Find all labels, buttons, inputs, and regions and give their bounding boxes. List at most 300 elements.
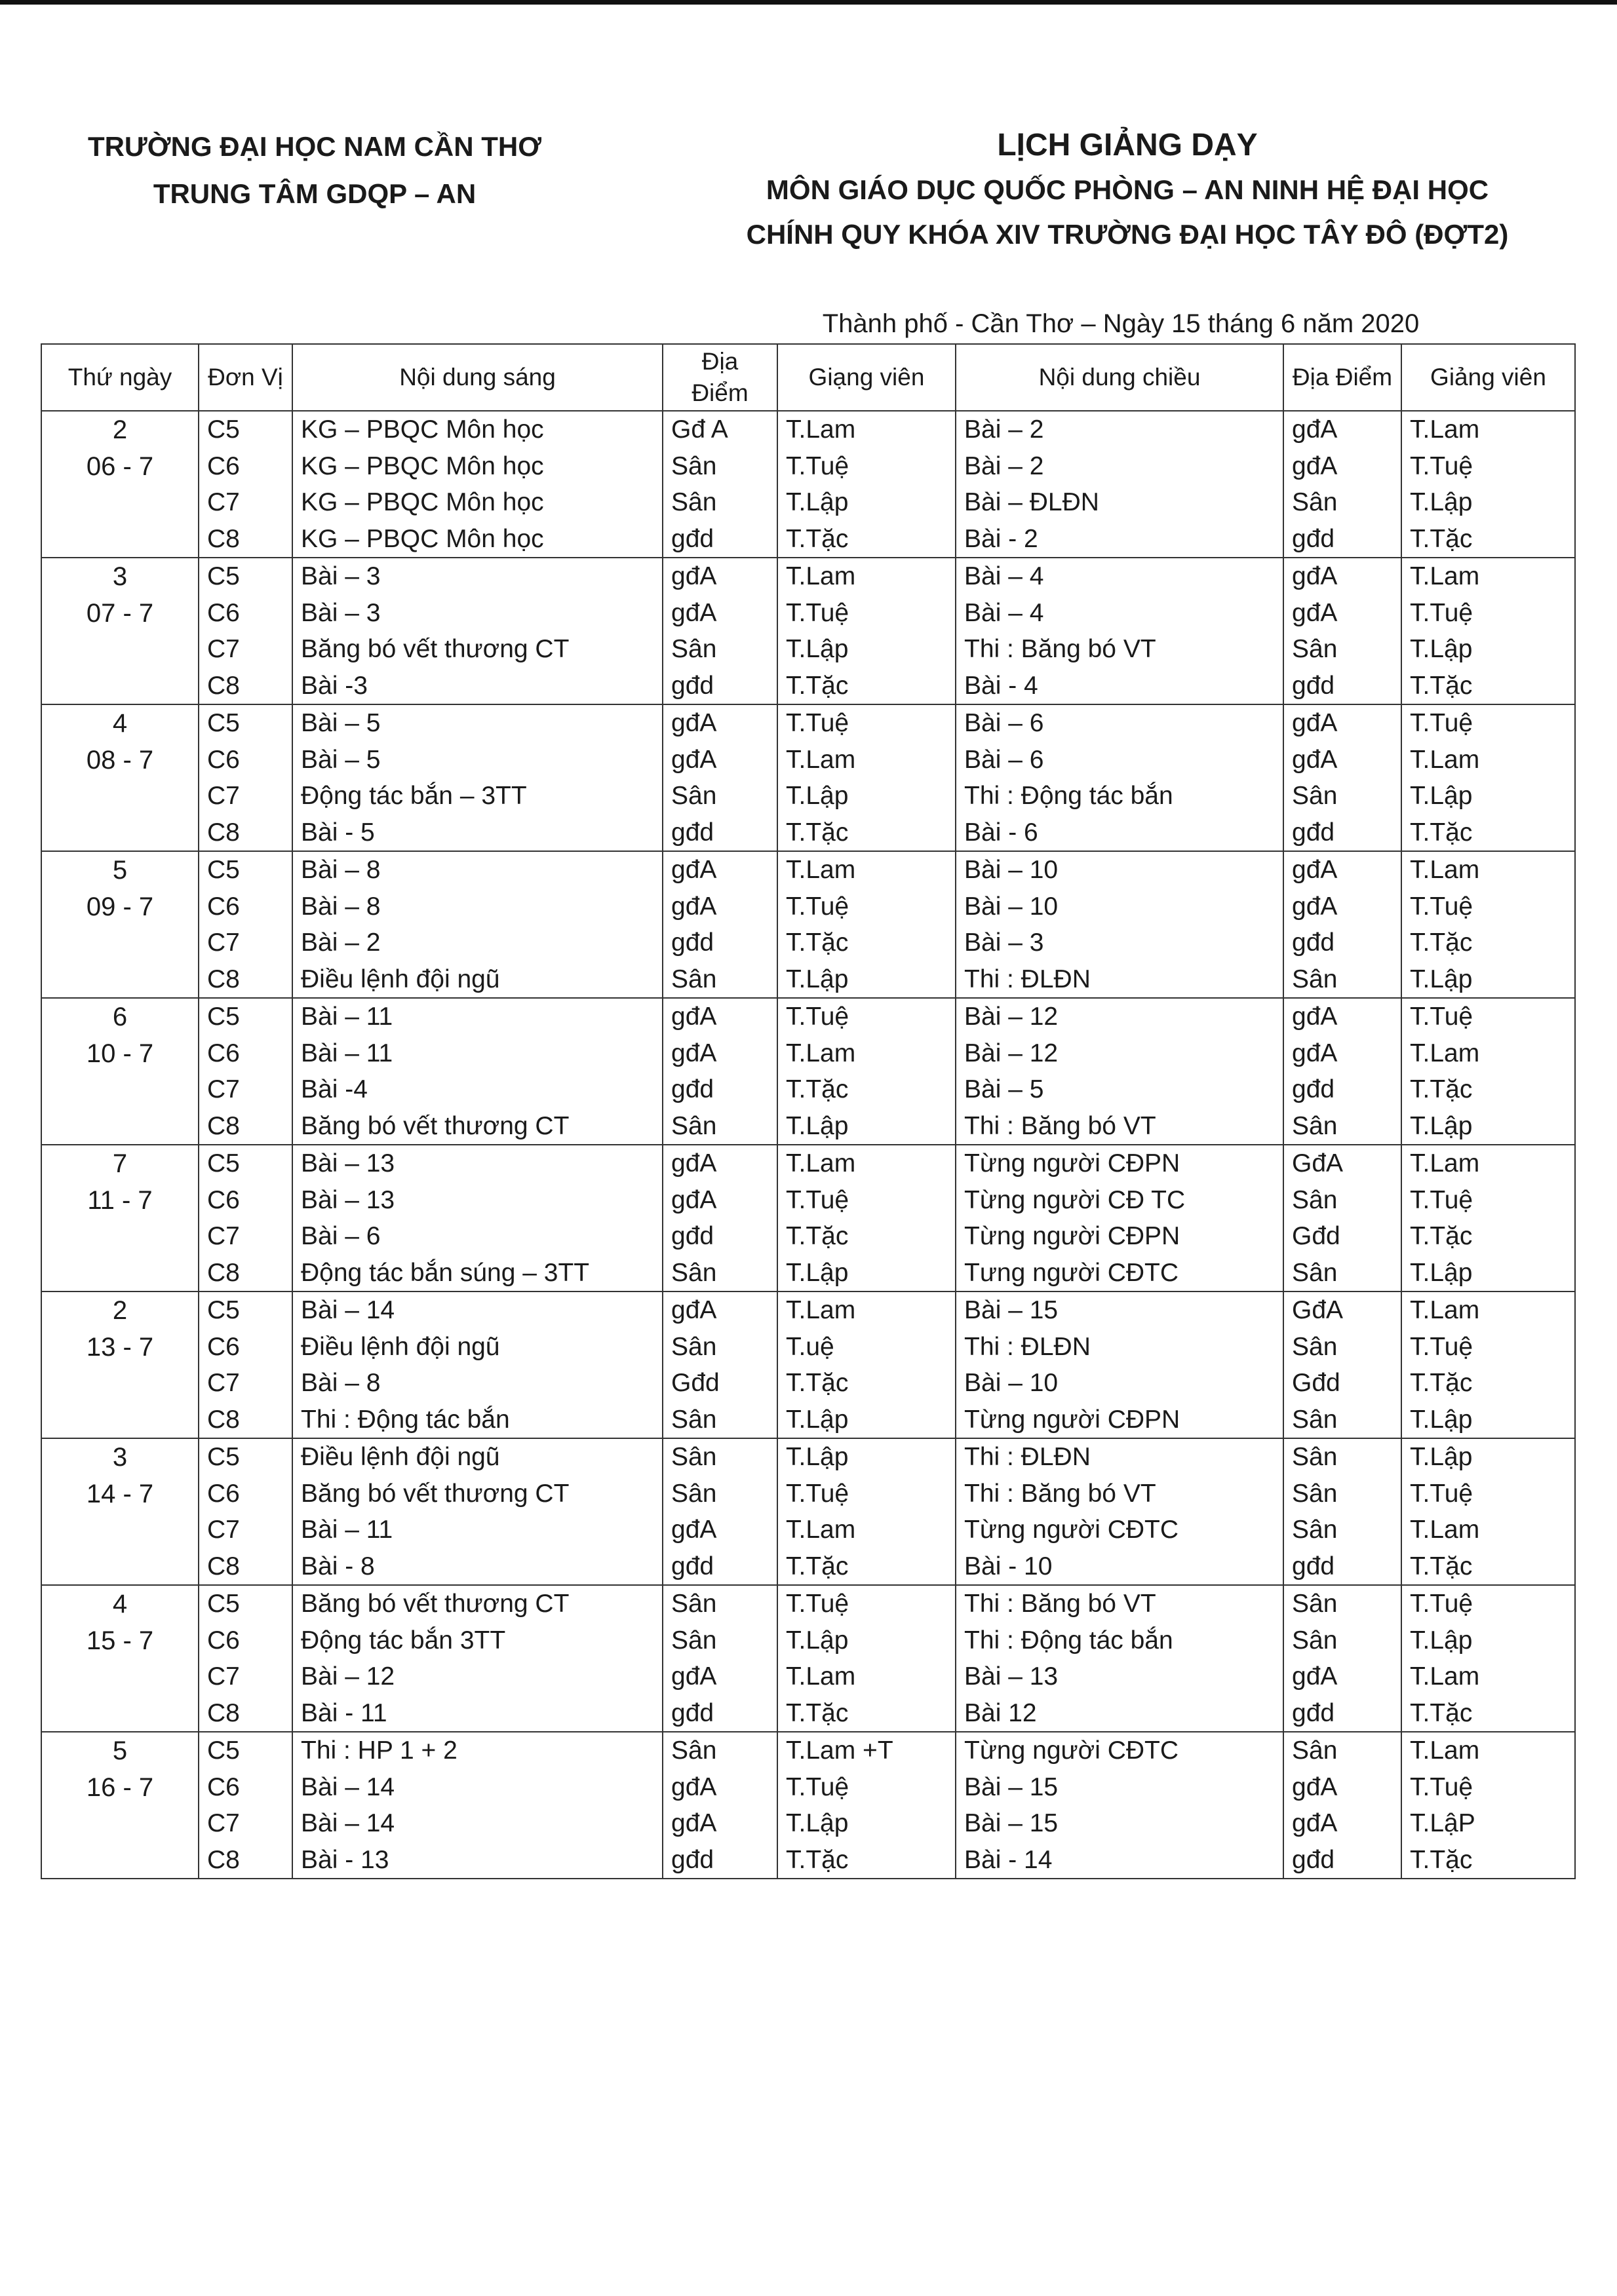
location-pm-line: gđd — [1292, 818, 1335, 847]
morning-content-line: Động tác bắn 3TT — [301, 1626, 506, 1655]
morning-content-line: Thi : HP 1 + 2 — [301, 1736, 458, 1765]
location-am-line: gđd — [671, 928, 714, 957]
morning-content-line: KG – PBQC Môn học — [301, 488, 544, 516]
morning-content-cell — [292, 1585, 663, 1732]
teacher-pm-line: T.Tặc — [1410, 1222, 1473, 1250]
location-am-line: gđA — [671, 1003, 717, 1031]
date-label: 13 - 7 — [86, 1333, 154, 1362]
unit-line: C7 — [207, 928, 240, 957]
morning-content-line: Bài -4 — [301, 1075, 368, 1103]
afternoon-content-line: Thi : ĐLĐN — [964, 1332, 1091, 1361]
teacher-pm-line: T.Tuệ — [1410, 709, 1473, 737]
table-row — [41, 998, 1575, 1145]
location-pm-line: Sân — [1292, 635, 1338, 663]
teacher-pm-cell — [1401, 558, 1575, 704]
table-row — [41, 1438, 1575, 1585]
location-pm-line: gđA — [1292, 451, 1338, 480]
teacher-am-line: T.Tặc — [786, 928, 849, 957]
location-pm-cell — [1283, 1732, 1401, 1879]
morning-content-line: Động tác bắn súng – 3TT — [301, 1258, 590, 1287]
morning-content-cell — [292, 1438, 663, 1585]
day-cell — [41, 1585, 199, 1732]
afternoon-content-line: Bài - 10 — [964, 1552, 1053, 1580]
teacher-am-line: T.Lam — [786, 562, 856, 590]
teacher-am-cell — [777, 998, 956, 1145]
location-pm-line: gđA — [1292, 415, 1338, 444]
table-row — [41, 1292, 1575, 1438]
location-pm-line: Sân — [1292, 1516, 1338, 1544]
teacher-pm-line: T.Tuệ — [1410, 1479, 1473, 1508]
afternoon-content-line: Bài – 3 — [964, 928, 1044, 957]
schedule-table — [41, 343, 1576, 1879]
afternoon-content-line: Bài – 10 — [964, 1369, 1059, 1397]
morning-content-line: KG – PBQC Môn học — [301, 451, 544, 480]
location-pm-cell — [1283, 851, 1401, 998]
location-am-line: gđA — [671, 856, 717, 884]
afternoon-content-line: Từng người CĐPN — [964, 1222, 1180, 1250]
teacher-am-line: T.Lập — [786, 1443, 849, 1471]
location-pm-line: gđd — [1292, 928, 1335, 957]
unit-line: C6 — [207, 745, 240, 774]
date-label: 14 - 7 — [86, 1480, 154, 1508]
teacher-pm-line: T.Tuệ — [1410, 1185, 1473, 1214]
unit-line: C6 — [207, 1039, 240, 1067]
document-title: LỊCH GIẢNG DẠY — [997, 128, 1258, 163]
day-cell — [41, 998, 199, 1145]
unit-line: C5 — [207, 1443, 240, 1471]
location-am-line: gđA — [671, 892, 717, 921]
location-am-line: Sân — [671, 1479, 717, 1508]
morning-content-line: Điều lệnh đội ngũ — [301, 1332, 500, 1361]
teacher-pm-line: T.Tặc — [1410, 818, 1473, 847]
col-header-day: Thứ ngày — [41, 344, 199, 411]
afternoon-content-line: Bài - 14 — [964, 1845, 1053, 1874]
location-pm-line: gđd — [1292, 1845, 1335, 1874]
weekday-label: 2 — [112, 1296, 128, 1325]
unit-line: C7 — [207, 635, 240, 663]
morning-content-line: Thi : Động tác bắn — [301, 1405, 510, 1434]
location-pm-line: gđd — [1292, 1552, 1335, 1580]
unit-cell — [199, 558, 292, 704]
morning-content-cell — [292, 1732, 663, 1879]
unit-line: C8 — [207, 1405, 240, 1434]
location-am-line: gđA — [671, 562, 717, 590]
location-pm-cell — [1283, 704, 1401, 851]
morning-content-cell — [292, 1145, 663, 1292]
location-am-cell — [663, 1292, 777, 1438]
afternoon-content-cell — [956, 851, 1283, 998]
location-pm-cell — [1283, 1438, 1401, 1585]
location-pm-line: Gđd — [1292, 1369, 1340, 1397]
morning-content-line: Bài - 8 — [301, 1552, 375, 1580]
afternoon-content-line: Bài – 13 — [964, 1662, 1059, 1691]
morning-content-cell — [292, 998, 663, 1145]
afternoon-content-line: Từng người CĐTC — [964, 1516, 1179, 1544]
teacher-pm-cell — [1401, 1292, 1575, 1438]
teacher-pm-line: T.Tuệ — [1410, 1003, 1473, 1031]
location-am-line: gđA — [671, 1516, 717, 1544]
teacher-pm-line: T.Lam — [1410, 1296, 1480, 1324]
teacher-pm-line: T.Lập — [1410, 635, 1473, 663]
weekday-label: 3 — [112, 562, 128, 591]
location-pm-line: Sân — [1292, 1590, 1338, 1618]
morning-content-line: Bài – 8 — [301, 892, 381, 921]
top-border-line — [0, 0, 1617, 5]
day-cell — [41, 1438, 199, 1585]
teacher-am-line: T.Tặc — [786, 1552, 849, 1580]
teacher-am-line: T.Tặc — [786, 524, 849, 553]
teacher-am-cell — [777, 558, 956, 704]
location-am-line: gđA — [671, 1772, 717, 1801]
location-pm-cell — [1283, 411, 1401, 558]
location-pm-line: gđA — [1292, 745, 1338, 774]
teacher-am-line: T.Lập — [786, 1626, 849, 1655]
afternoon-content-line: Bài – 15 — [964, 1296, 1059, 1324]
location-am-cell — [663, 411, 777, 558]
date-label: 08 - 7 — [86, 746, 154, 775]
location-pm-line: Sân — [1292, 488, 1338, 516]
location-am-line: Sân — [671, 1258, 717, 1287]
unit-line: C6 — [207, 598, 240, 627]
morning-content-line: Bài – 14 — [301, 1772, 395, 1801]
teacher-pm-line: T.Lam — [1410, 1662, 1480, 1691]
location-am-cell — [663, 998, 777, 1145]
col-header-unit: Đơn Vị — [199, 344, 292, 411]
unit-cell — [199, 411, 292, 558]
teacher-pm-cell — [1401, 851, 1575, 998]
date-label: 11 - 7 — [87, 1186, 153, 1215]
afternoon-content-line: Thi : Băng bó VT — [964, 635, 1156, 663]
weekday-label: 3 — [112, 1443, 128, 1472]
location-pm-line: Sân — [1292, 1626, 1338, 1655]
afternoon-content-cell — [956, 1145, 1283, 1292]
morning-content-line: Bài – 14 — [301, 1296, 395, 1324]
location-am-line: Sân — [671, 635, 717, 663]
teacher-pm-cell — [1401, 1732, 1575, 1879]
location-am-line: Gđ A — [671, 415, 728, 444]
afternoon-content-line: Bài – 10 — [964, 892, 1059, 921]
teacher-pm-line: T.Lập — [1410, 1258, 1473, 1287]
teacher-pm-line: T.Lam — [1410, 1516, 1480, 1544]
location-am-line: gđA — [671, 1185, 717, 1214]
teacher-am-line: T.uệ — [786, 1332, 834, 1361]
morning-content-line: Bài - 11 — [301, 1698, 387, 1727]
unit-line: C8 — [207, 965, 240, 993]
teacher-am-cell — [777, 1585, 956, 1732]
teacher-pm-line: T.Lam — [1410, 745, 1480, 774]
table-row — [41, 558, 1575, 704]
afternoon-content-line: Bài 12 — [964, 1698, 1037, 1727]
location-am-line: Sân — [671, 451, 717, 480]
teacher-pm-line: T.Lập — [1410, 782, 1473, 810]
teacher-pm-line: T.Tuệ — [1410, 598, 1473, 627]
teacher-pm-line: T.Tuệ — [1410, 1332, 1473, 1361]
teacher-am-line: T.Tuệ — [786, 892, 849, 921]
unit-line: C7 — [207, 782, 240, 810]
morning-content-line: Bài – 14 — [301, 1809, 395, 1837]
unit-line: C8 — [207, 1845, 240, 1874]
location-pm-cell — [1283, 1292, 1401, 1438]
teacher-pm-line: T.Lam — [1410, 1039, 1480, 1067]
col-header-location-pm: Địa Điểm — [1283, 344, 1401, 411]
location-am-line: gđA — [671, 598, 717, 627]
unit-line: C6 — [207, 1626, 240, 1655]
teacher-am-cell — [777, 1145, 956, 1292]
teacher-pm-cell — [1401, 1438, 1575, 1585]
location-pm-line: Gđd — [1292, 1222, 1340, 1250]
unit-line: C5 — [207, 1736, 240, 1765]
unit-line: C6 — [207, 451, 240, 480]
teacher-pm-line: T.Tuệ — [1410, 451, 1473, 480]
afternoon-content-line: Từng người CĐ TC — [964, 1185, 1186, 1214]
afternoon-content-line: Bài – 5 — [964, 1075, 1044, 1103]
location-pm-cell — [1283, 1585, 1401, 1732]
morning-content-line: Bài – 11 — [301, 1039, 393, 1067]
morning-content-line: Bài – 8 — [301, 856, 381, 884]
morning-content-cell — [292, 411, 663, 558]
date-line: Thành phố - Cần Thơ – Ngày 15 tháng 6 năm 2020 — [822, 309, 1420, 338]
weekday-label: 6 — [112, 1003, 128, 1031]
unit-line: C5 — [207, 1003, 240, 1031]
location-am-line: Sân — [671, 1111, 717, 1140]
location-am-line: gđA — [671, 1809, 717, 1837]
morning-content-line: Điều lệnh đội ngũ — [301, 965, 500, 993]
morning-content-line: Bài – 5 — [301, 709, 381, 737]
teacher-am-line: T.Tuệ — [786, 451, 849, 480]
table-row — [41, 851, 1575, 998]
unit-line: C7 — [207, 1516, 240, 1544]
unit-line: C7 — [207, 1662, 240, 1691]
weekday-label: 4 — [112, 1590, 128, 1618]
teacher-am-line: T.Tuệ — [786, 1590, 849, 1618]
unit-cell — [199, 1292, 292, 1438]
teacher-am-line: T.Lam — [786, 415, 856, 444]
teacher-pm-cell — [1401, 1145, 1575, 1292]
afternoon-content-cell — [956, 411, 1283, 558]
teacher-pm-line: T.Tặc — [1410, 1552, 1473, 1580]
morning-content-cell — [292, 704, 663, 851]
location-am-line: gđA — [671, 709, 717, 737]
afternoon-content-line: Thi : Động tác bắn — [964, 782, 1173, 810]
location-am-line: Sân — [671, 1626, 717, 1655]
day-cell — [41, 1145, 199, 1292]
teacher-pm-line: T.Tuệ — [1410, 1590, 1473, 1618]
teacher-am-line: T.Tặc — [786, 1369, 849, 1397]
afternoon-content-line: Thi : ĐLĐN — [964, 965, 1091, 993]
schedule-body — [41, 411, 1575, 1879]
teacher-am-line: T.Tặc — [786, 1222, 849, 1250]
unit-line: C6 — [207, 1479, 240, 1508]
teacher-pm-line: T.Lam — [1410, 1736, 1480, 1765]
afternoon-content-cell — [956, 1732, 1283, 1879]
location-pm-line: gđA — [1292, 1772, 1338, 1801]
weekday-label: 5 — [112, 1736, 128, 1765]
date-label: 16 - 7 — [86, 1773, 154, 1802]
morning-content-line: Bài – 12 — [301, 1662, 395, 1691]
afternoon-content-line: Thi : ĐLĐN — [964, 1443, 1091, 1471]
teacher-am-line: T.Lam — [786, 1662, 856, 1691]
morning-content-line: Bài – 11 — [301, 1003, 393, 1031]
unit-cell — [199, 704, 292, 851]
document-subtitle-1: MÔN GIÁO DỤC QUỐC PHÒNG – AN NINH HỆ ĐẠI HỌC — [766, 174, 1489, 205]
teacher-pm-line: T.Lập — [1410, 965, 1473, 993]
unit-line: C5 — [207, 709, 240, 737]
morning-content-line: Bài – 3 — [301, 598, 381, 627]
location-am-cell — [663, 1732, 777, 1879]
teacher-pm-line: T.Lập — [1410, 1626, 1473, 1655]
location-pm-line: gđA — [1292, 709, 1338, 737]
teacher-am-line: T.Lập — [786, 1111, 849, 1140]
location-am-cell — [663, 1145, 777, 1292]
location-pm-cell — [1283, 558, 1401, 704]
table-row — [41, 411, 1575, 558]
location-pm-line: gđA — [1292, 1662, 1338, 1691]
location-pm-line: Sân — [1292, 1111, 1338, 1140]
unit-cell — [199, 1585, 292, 1732]
table-header-row — [41, 344, 1575, 411]
teacher-am-cell — [777, 851, 956, 998]
teacher-am-line: T.Lập — [786, 635, 849, 663]
unit-line: C5 — [207, 856, 240, 884]
teacher-am-line: T.Lam — [786, 1296, 856, 1324]
afternoon-content-line: Bài – 4 — [964, 562, 1044, 590]
teacher-am-line: T.Tuệ — [786, 1772, 849, 1801]
location-am-line: Sân — [671, 1405, 717, 1434]
location-pm-line: gđA — [1292, 1003, 1338, 1031]
location-am-line: Sân — [671, 488, 717, 516]
morning-content-line: Bài – 6 — [301, 1222, 381, 1250]
teacher-pm-line: T.Lam — [1410, 856, 1480, 884]
afternoon-content-line: Bài - 4 — [964, 671, 1038, 700]
teacher-am-line: T.Tuệ — [786, 1185, 849, 1214]
morning-content-line: Bài – 13 — [301, 1149, 395, 1177]
teacher-am-line: T.Lập — [786, 965, 849, 993]
teacher-am-line: T.Lập — [786, 782, 849, 810]
morning-content-line: Bài -3 — [301, 671, 368, 700]
afternoon-content-cell — [956, 704, 1283, 851]
teacher-pm-line: T.Tuệ — [1410, 1772, 1473, 1801]
date-label: 06 - 7 — [86, 452, 154, 481]
day-cell — [41, 1732, 199, 1879]
location-am-line: Sân — [671, 1736, 717, 1765]
document-title-block — [695, 123, 1560, 257]
institution-header — [66, 123, 564, 218]
location-am-cell — [663, 1438, 777, 1585]
morning-content-cell — [292, 558, 663, 704]
location-pm-cell — [1283, 998, 1401, 1145]
afternoon-content-cell — [956, 558, 1283, 704]
weekday-label: 2 — [112, 415, 128, 444]
location-am-line: Sân — [671, 1590, 717, 1618]
location-pm-line: gđA — [1292, 598, 1338, 627]
unit-line: C8 — [207, 1698, 240, 1727]
teacher-pm-line: T.Tặc — [1410, 1075, 1473, 1103]
teacher-am-line: T.Tuệ — [786, 1479, 849, 1508]
location-pm-line: Sân — [1292, 1443, 1338, 1471]
afternoon-content-line: Bài – 6 — [964, 709, 1044, 737]
unit-line: C8 — [207, 524, 240, 553]
location-pm-line: Sân — [1292, 1479, 1338, 1508]
teacher-pm-line: T.Lam — [1410, 415, 1480, 444]
morning-content-line: Băng bó vết thương CT — [301, 1590, 570, 1618]
location-pm-line: gđA — [1292, 562, 1338, 590]
location-am-line: gđd — [671, 1845, 714, 1874]
afternoon-content-line: Bài - 2 — [964, 524, 1038, 553]
teacher-am-cell — [777, 411, 956, 558]
col-header-teacher-am: Giạng viên — [777, 344, 956, 411]
location-am-line: gđd — [671, 671, 714, 700]
col-header-afternoon: Nội dung chiều — [956, 344, 1283, 411]
teacher-pm-line: T.Tuệ — [1410, 892, 1473, 921]
teacher-am-line: T.Lập — [786, 1258, 849, 1287]
afternoon-content-line: Bài – 6 — [964, 745, 1044, 774]
afternoon-content-line: Bài – 12 — [964, 1039, 1059, 1067]
date-label: 09 - 7 — [86, 892, 154, 921]
unit-line: C6 — [207, 1185, 240, 1214]
morning-content-line: KG – PBQC Môn học — [301, 524, 544, 553]
day-cell — [41, 704, 199, 851]
teacher-pm-line: T.Tặc — [1410, 1369, 1473, 1397]
teacher-pm-line: T.Lập — [1410, 1405, 1473, 1434]
teacher-pm-line: T.Tặc — [1410, 524, 1473, 553]
unit-line: C8 — [207, 818, 240, 847]
date-label: 10 - 7 — [86, 1039, 154, 1068]
afternoon-content-line: Từng người CĐTC — [964, 1736, 1179, 1765]
location-pm-cell — [1283, 1145, 1401, 1292]
location-am-line: Sân — [671, 782, 717, 810]
teacher-pm-cell — [1401, 998, 1575, 1145]
location-am-line: gđd — [671, 1222, 714, 1250]
location-pm-line: Sân — [1292, 1405, 1338, 1434]
location-pm-line: Sân — [1292, 1736, 1338, 1765]
teacher-am-cell — [777, 1292, 956, 1438]
location-am-line: gđA — [671, 1296, 717, 1324]
morning-content-line: Bài - 5 — [301, 818, 375, 847]
teacher-am-line: T.Tuệ — [786, 709, 849, 737]
location-am-cell — [663, 704, 777, 851]
afternoon-content-line: Tưng người CĐTC — [964, 1258, 1179, 1287]
afternoon-content-line: Bài – 10 — [964, 856, 1059, 884]
morning-content-line: Động tác bắn – 3TT — [301, 782, 527, 810]
location-am-line: gđA — [671, 1662, 717, 1691]
teacher-am-line: T.Tặc — [786, 1075, 849, 1103]
location-am-line: Sân — [671, 1332, 717, 1361]
teacher-am-line: T.Lam — [786, 1516, 856, 1544]
document-subtitle-2: CHÍNH QUY KHÓA XIV TRƯỜNG ĐẠI HỌC TÂY ĐÔ (ĐỢT2) — [746, 219, 1509, 250]
unit-cell — [199, 1145, 292, 1292]
unit-line: C8 — [207, 1111, 240, 1140]
location-pm-line: gđA — [1292, 856, 1338, 884]
teacher-pm-line: T.LậP — [1410, 1809, 1475, 1837]
afternoon-content-cell — [956, 998, 1283, 1145]
unit-line: C5 — [207, 1296, 240, 1324]
teacher-pm-cell — [1401, 704, 1575, 851]
afternoon-content-cell — [956, 1438, 1283, 1585]
teacher-am-line: T.Lam — [786, 745, 856, 774]
unit-cell — [199, 1438, 292, 1585]
morning-content-cell — [292, 851, 663, 998]
teacher-am-line: T.Tặc — [786, 1698, 849, 1727]
unit-line: C5 — [207, 415, 240, 444]
afternoon-content-line: Thi : Động tác bắn — [964, 1626, 1173, 1655]
teacher-am-line: T.Lập — [786, 488, 849, 516]
teacher-am-line: T.Lam — [786, 856, 856, 884]
location-am-line: gđA — [671, 1039, 717, 1067]
unit-line: C6 — [207, 1332, 240, 1361]
location-am-line: gđd — [671, 1552, 714, 1580]
teacher-am-line: T.Tặc — [786, 671, 849, 700]
day-cell — [41, 411, 199, 558]
